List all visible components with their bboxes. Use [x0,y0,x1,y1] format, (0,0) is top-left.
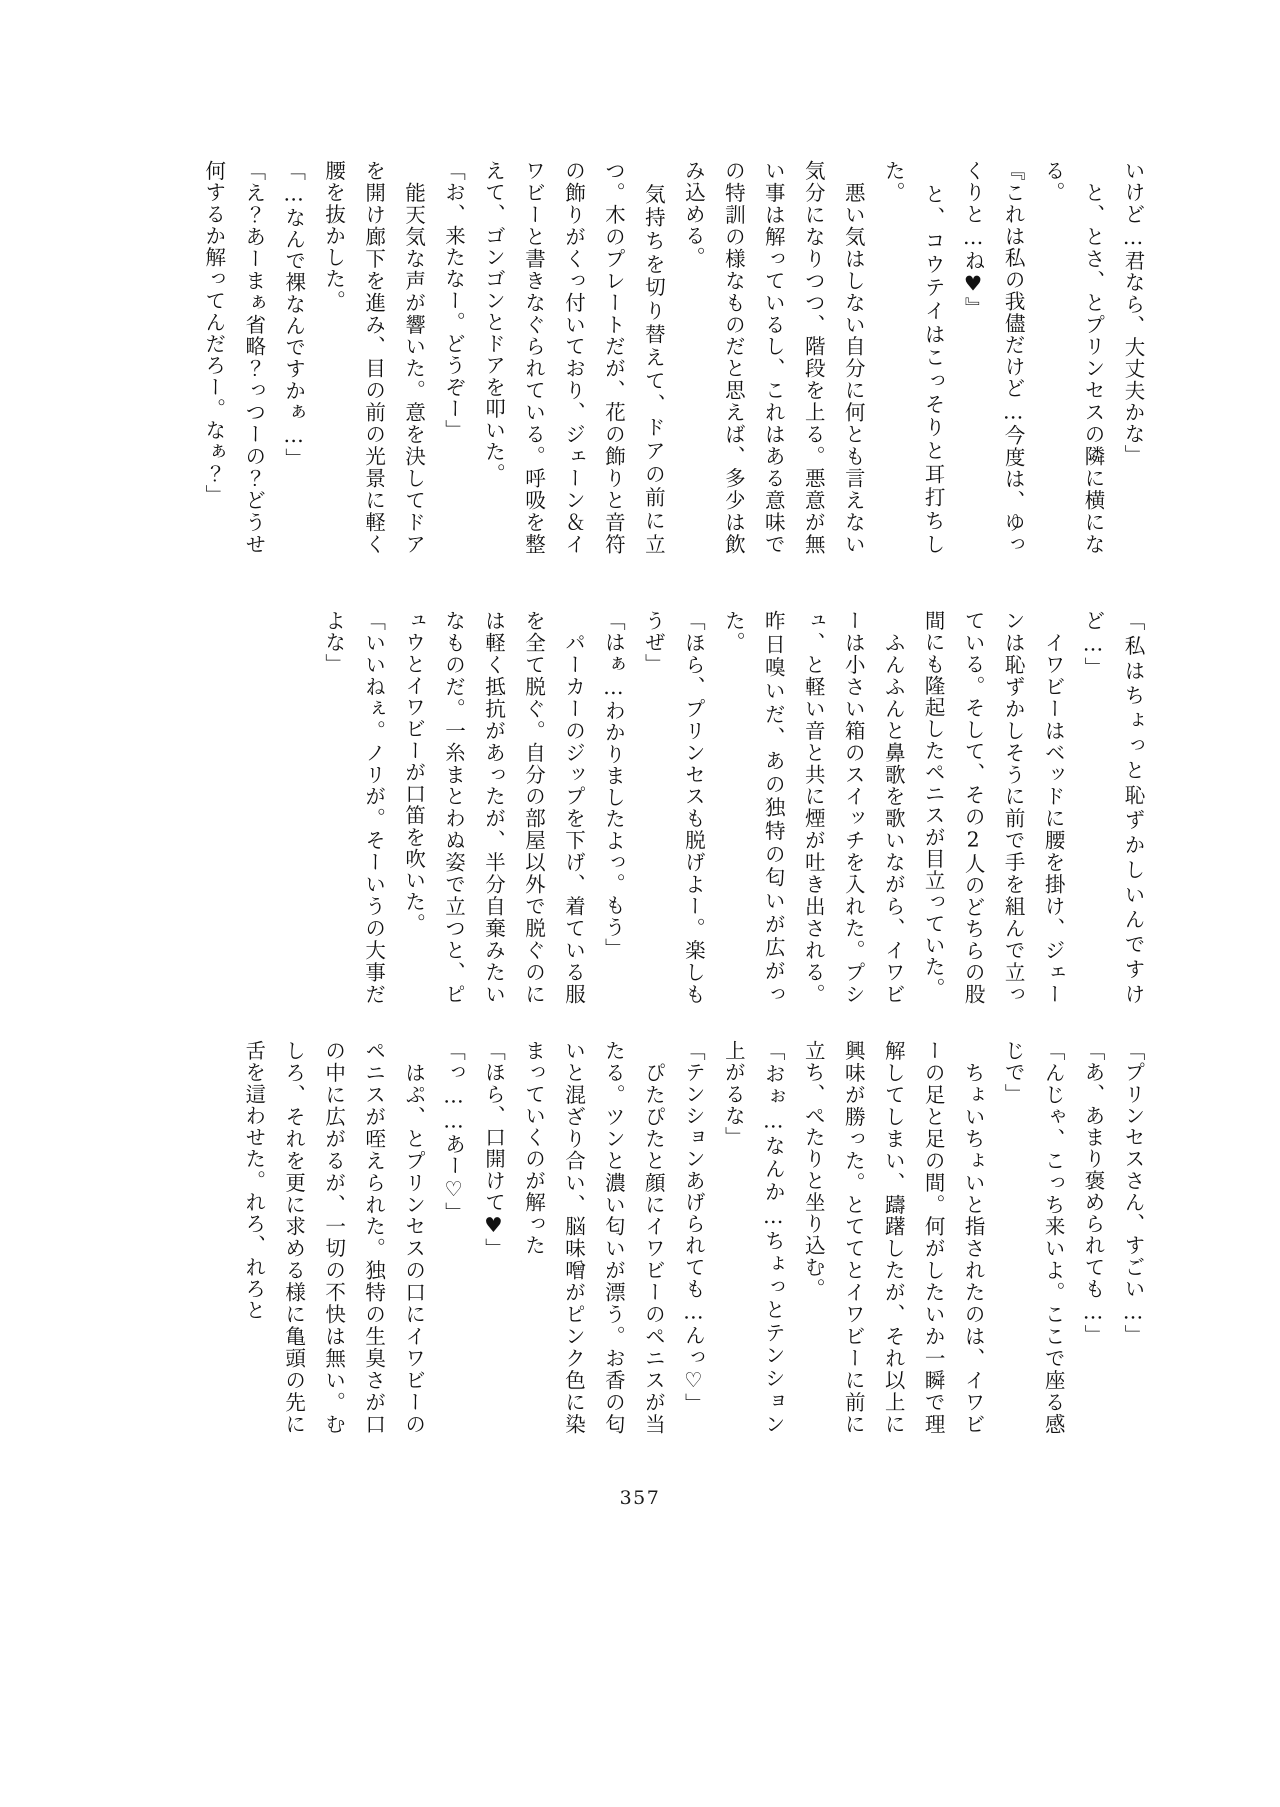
text-block-one [130,160,1152,555]
paragraph: 「お、来たなー。どうぞー」 [441,160,466,442]
paragraph: 「テンションあげられても…んっ♡」 [681,1040,706,1415]
paragraph: 能天気な声が響いた。意を決してドアを開け廊下を進み、目の前の光景に軽く腰を抜かした。 [321,160,426,555]
paragraph: 「私はちょっと恥ずかしいんですけど…」 [1081,610,1145,1005]
paragraph: 「おぉ…なんか…ちょっとテンション上がるな」 [721,1040,786,1435]
paragraph: と、コウテイはこっそりと耳打ちした。 [881,160,946,555]
paragraph: ぴたぴたと顔にイワビーのペニスが当たる。ツンと濃い匂いが漂う。お香の匂いと混ざり合い、脳味噌がピンク色に染まっていくのが解った [521,1040,666,1435]
paragraph: 「ほら、口開けて♥」 [481,1040,506,1260]
paragraph: 「え？あーまぁ省略？っつーの？どうせ何するか解ってんだろー。なぁ？」 [201,160,266,555]
paragraph: 「はぁ…わかりましたよっ。もう」 [601,610,626,960]
paragraph: 「いいねぇ。ノリが。そーいうの大事だよな」 [321,610,386,1005]
paragraph: ちょいちょいと指されたのは、イワビーの足と足の間。何がしたいか一瞬で理解してしまい、躊躇したが、それ以上に興味が勝った。とててとイワビーに前に立ち、ぺたりと坐り込む。 [801,1040,986,1435]
paragraph: と、とさ、とプリンセスの隣に横になる。 [1041,160,1106,555]
paragraph: 「んじゃ、こっち来いよ。ここで座る感じで」 [1001,1040,1066,1435]
paragraph: いけど…君なら、大丈夫かな」 [1121,160,1145,467]
paragraph: 「プリンセスさん、すごい…」 [1121,1040,1145,1347]
paragraph: 気持ちを切り替えて、ドアの前に立つ。木のプレートだが、花の飾りと音符の飾りがくっ付いており、ジェーン＆イワビーと書きなぐられている。呼吸を整えて、ゴンゴンとドアを叩いた。 [481,160,666,555]
text-block-three [130,1040,1152,1435]
paragraph: 悪い気はしない自分に何とも言えない気分になりつつ、階段を上る。悪意が無い事は解っているし、これはある意味での特訓の様なものだと思えば、多少は飲み込める。 [681,160,866,555]
paragraph: はぷ、とプリンセスの口にイワビーのペニスが咥えられた。独特の生臭さが口の中に広がるが、一切の不快は無い。むしろ、それを更に求める様に亀頭の先に舌を這わせた。れろ、れろと [241,1040,426,1435]
paragraph: 『これは私の我儘だけど…今度は、ゆっくりと…ね♥』 [961,160,1026,555]
paragraph: 「ほら、プリンセスも脱げよー。楽しもうぜ」 [641,610,706,1005]
paragraph: 「っ……あー♡」 [441,1040,466,1224]
paragraph: 「…なんで裸なんですかぁ…」 [281,160,306,470]
paragraph: 「あ、あまり褒められても…」 [1081,1040,1106,1347]
paragraph: パーカーのジップを下げ、着ている服を全て脱ぐ。自分の部屋以外で脱ぐのには軽く抵抗があったが、半分自棄みたいなものだ。一糸まとわぬ姿で立つと、ピュウとイワビーが口笛を吹いた。 [401,610,586,1005]
page-number: 357 [619,1487,661,1509]
text-block-two [130,610,1152,1005]
paragraph: イワビーはベッドに腰を掛け、ジェーンは恥ずかしそうに前で手を組んで立っている。そして、その2人のどちらの股間にも隆起したペニスが目立っていた。 [921,610,1066,1005]
paragraph: ふんふんと鼻歌を歌いながら、イワビーは小さい箱のスイッチを入れた。プシュ、と軽い音と共に煙が吐き出される。昨日嗅いだ、あの独特の匂いが広がった。 [721,610,906,1005]
